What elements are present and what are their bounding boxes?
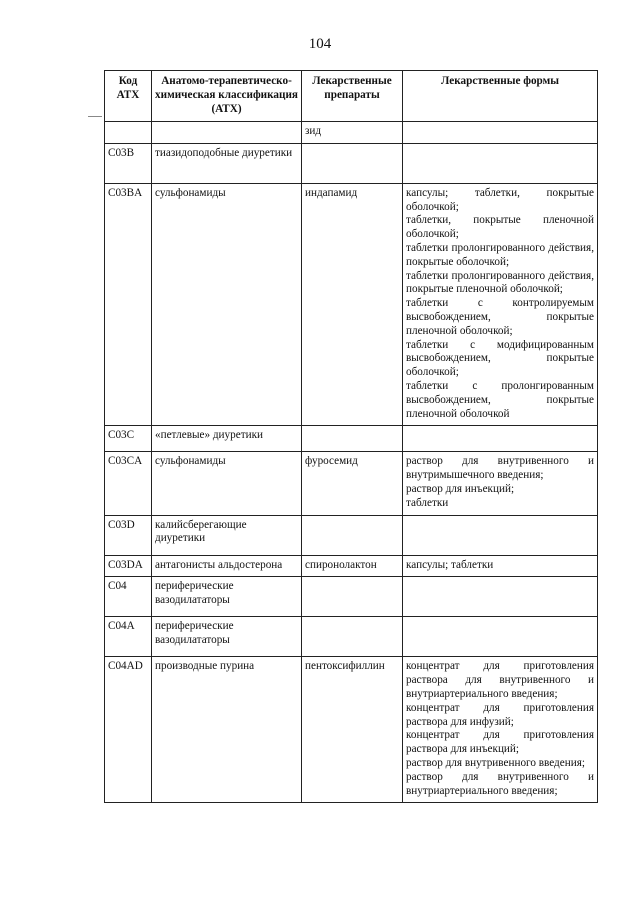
cell-code: [105, 122, 152, 144]
dosage-form-item: концентрат для приготовления раствора для инфузий;: [406, 701, 594, 728]
table-row: [105, 617, 598, 657]
cell-atc: сульфонамиды: [152, 452, 302, 515]
cell-atc: калийсберегающие диуретики: [152, 515, 302, 555]
cell-code: C03CA: [105, 452, 152, 515]
cell-code: C04: [105, 577, 152, 617]
table-row: [105, 452, 598, 515]
cell-code: C03BA: [105, 183, 152, 426]
header-forms: Лекарственные формы: [403, 71, 598, 122]
cell-drug: [302, 617, 403, 657]
cell-drug: [302, 515, 403, 555]
dosage-form-item: таблетки: [406, 496, 449, 509]
cell-forms: [403, 657, 598, 803]
table-row: [105, 183, 598, 426]
cell-forms: [403, 122, 598, 144]
cell-code: C04A: [105, 617, 152, 657]
cell-code: C03DA: [105, 555, 152, 577]
cell-drug: [302, 426, 403, 452]
cell-atc: сульфонамиды: [152, 183, 302, 426]
table-row: [105, 657, 598, 803]
dosage-form-item: таблетки пролонгированного действия, покрытые пленочной оболочкой;: [406, 269, 594, 296]
cell-forms: [403, 183, 598, 426]
table-row: [105, 515, 598, 555]
cell-atc: «петлевые» диуретики: [152, 426, 302, 452]
dosage-form-item: концентрат для приготовления раствора для инъекций;: [406, 729, 594, 756]
cell-forms: [403, 452, 598, 515]
page-number: 104: [308, 36, 332, 52]
cell-forms: [403, 617, 598, 657]
cell-code: C03B: [105, 143, 152, 183]
cell-code: C03D: [105, 515, 152, 555]
cell-code: C04AD: [105, 657, 152, 803]
header-atc: Анатомо-терапевтическо-химическая классификация (АТХ): [152, 71, 302, 122]
cell-drug: [302, 143, 403, 183]
cell-forms: [403, 555, 598, 577]
dosage-form-item: капсулы; таблетки, покрытые оболочкой;: [406, 186, 594, 213]
cell-drug: пентоксифиллин: [302, 657, 403, 803]
atc-table: [104, 70, 598, 803]
header-drugs: Лекарственные препараты: [302, 71, 403, 122]
dosage-form-item: капсулы; таблетки: [406, 558, 494, 571]
dosage-form-item: таблетки пролонгированного действия, покрытые оболочкой;: [406, 241, 594, 268]
table-row: [105, 426, 598, 452]
header-code: Код АТХ: [105, 71, 152, 122]
table-header-row: [105, 71, 598, 122]
dosage-form-item: раствор для внутривенного введения;: [406, 756, 585, 769]
scan-artifact-line: [88, 116, 102, 117]
cell-forms: [403, 426, 598, 452]
cell-code: C03C: [105, 426, 152, 452]
dosage-form-item: таблетки с пролонгированным высвобождением, покрытые пленочной оболочкой: [406, 379, 594, 420]
dosage-form-item: раствор для инъекций;: [406, 482, 515, 495]
dosage-form-item: таблетки с контролируемым высвобождением, покрытые пленочной оболочкой;: [406, 297, 594, 337]
cell-drug: индапамид: [302, 183, 403, 426]
cell-drug: фуросемид: [302, 452, 403, 515]
cell-atc: периферические вазодилататоры: [152, 617, 302, 657]
cell-atc: тиазидоподобные диуретики: [152, 143, 302, 183]
cell-forms: [403, 577, 598, 617]
cell-drug: спиронолактон: [302, 555, 403, 577]
cell-forms: [403, 143, 598, 183]
dosage-form-item: концентрат для приготовления раствора для внутривенного и внутриартериального введения;: [406, 660, 594, 700]
table-row: [105, 122, 598, 144]
dosage-form-item: таблетки с модифицированным высвобождением, покрытые оболочкой;: [406, 338, 594, 379]
cell-drug: зид: [302, 122, 403, 144]
cell-atc: производные пурина: [152, 657, 302, 803]
cell-forms: [403, 515, 598, 555]
dosage-form-item: раствор для внутривенного и внутриартериального введения;: [406, 770, 594, 797]
table-row: [105, 577, 598, 617]
cell-drug: [302, 577, 403, 617]
cell-atc: [152, 122, 302, 144]
table-row: [105, 555, 598, 577]
dosage-form-item: раствор для внутривенного и внутримышечного введения;: [406, 455, 594, 482]
dosage-form-item: таблетки, покрытые пленочной оболочкой;: [406, 214, 594, 241]
cell-atc: антагонисты альдостерона: [152, 555, 302, 577]
table-row: [105, 143, 598, 183]
cell-atc: периферические вазодилататоры: [152, 577, 302, 617]
